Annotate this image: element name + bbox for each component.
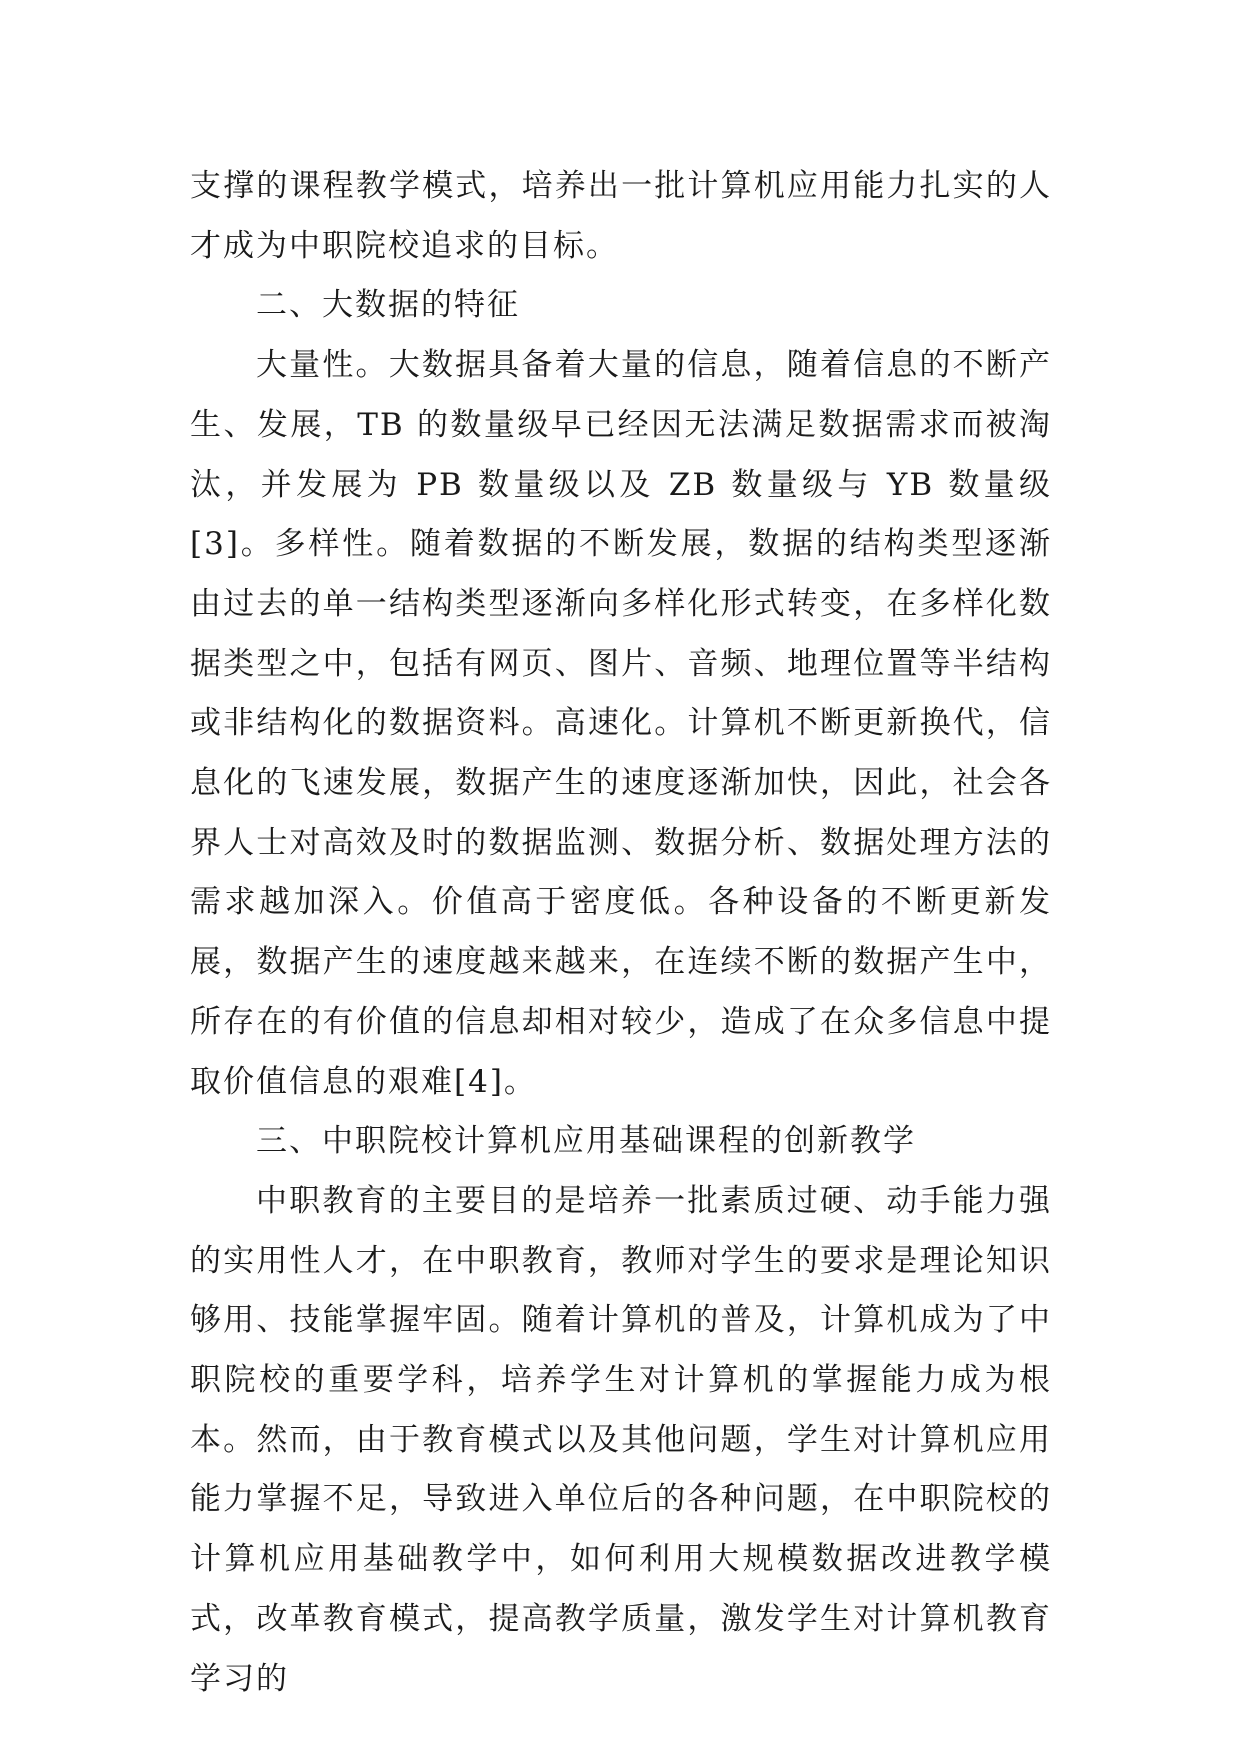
paragraph-vocational-education: 中职教育的主要目的是培养一批素质过硬、动手能力强的实用性人才，在中职教育，教师对学生的要求是理论知识够用、技能掌握牢固。随着计算机的普及，计算机成为了中职院校的重要学科，培养学生对计算机的掌握能力成为根本。然而，由于教育模式以及其他问题，学生对计算机应用能力掌握不足，导致进入单位后的各种问题，在中职院校的计算机应用基础教学中，如何利用大规模数据改进教学模式，改革教育模式，提高教学质量，激发学生对计算机教育学习的 — [190, 1182, 1052, 1697]
document-body — [190, 157, 1052, 1709]
section-heading-innovative-teaching: 三、中职院校计算机应用基础课程的创新教学 — [256, 1123, 916, 1160]
paragraph-continuation: 支撑的课程教学模式，培养出一批计算机应用能力扎实的人才成为中职院校追求的目标。 — [190, 168, 1052, 264]
section-heading-big-data-features: 二、大数据的特征 — [256, 287, 520, 324]
paragraph-big-data-features: 大量性。大数据具备着大量的信息，随着信息的不断产生、发展，TB 的数量级早已经因无法满足数据需求而被淘汰，并发展为 PB 数量级以及 ZB 数量级与 YB 数量级[3]。多样性。随着数据的不断发展，数据的结构类型逐渐由过去的单一结构类型逐渐向多样化形式转变，在多样化数据类型之中，包括有网页、图片、音频、地理位置等半结构或非结构化的数据资料。高速化。计算机不断更新换代，信息化的飞速发展，数据产生的速度逐渐加快，因此，社会各界人士对高效及时的数据监测、数据分析、数据处理方法的需求越加深入。价值高于密度低。各种设备的不断更新发展，数据产生的速度越来越来，在连续不断的数据产生中，所存在的有价值的信息却相对较少，造成了在众多信息中提取价值信息的艰难[4]。 — [190, 347, 1052, 1100]
